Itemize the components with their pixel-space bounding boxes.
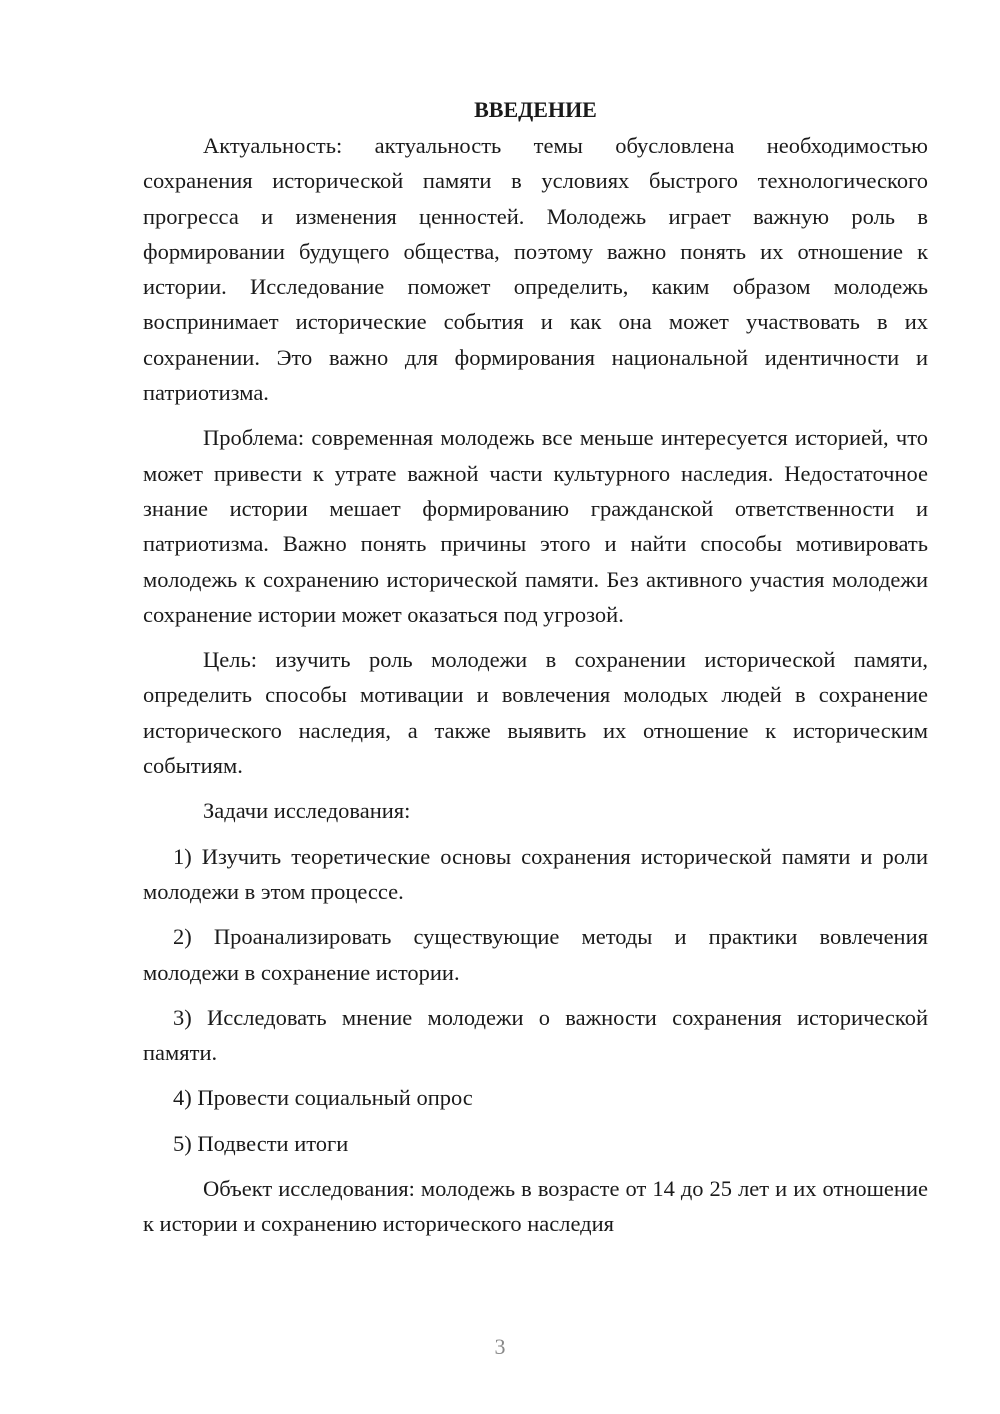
task-item-2: 2) Проанализировать существующие методы и практики вовлечения молодежи в сохранение истории. — [143, 924, 928, 985]
paragraph-relevance: Актуальность: актуальность темы обусловлена необходимостью сохранения исторической памяти в условиях быстрого технологического прогресса и изменения ценностей. Молодежь играет важную роль в формировании будущего общества, поэтому важно понять их отношение к истории. Исследование поможет определить, каким образом молодежь воспринимает исторические события и как она может участвовать в их сохранении. Это важно для формирования национальной идентичности и патриотизма. — [143, 133, 928, 406]
task-item-3: 3) Исследовать мнение молодежи о важности сохранения исторической памяти. — [143, 1004, 928, 1066]
page-number: 3 — [494, 1334, 506, 1359]
paragraph-goal: Цель: изучить роль молодежи в сохранении исторической памяти, определить способы мотивации и вовлечения молодых людей в сохранение исторического наследия, а также выявить их отношение к историческим событиям. — [143, 647, 928, 779]
task-item-4: 4) Провести социальный опрос — [173, 1085, 473, 1111]
document-body — [143, 94, 928, 1252]
paragraph-problem: Проблема: современная молодежь все меньше интересуется историей, что может привести к утрате важной части культурного наследия. Недостаточное знание истории мешает формированию гражданской ответственности и патриотизма. Важно понять причины этого и найти способы мотивировать молодежь к сохранению исторической памяти. Без активного участия молодежи сохранение истории может оказаться под угрозой. — [143, 425, 928, 627]
tasks-heading: Задачи исследования: — [203, 798, 411, 824]
page-title: ВВЕДЕНИЕ — [474, 97, 597, 122]
task-item-5: 5) Подвести итоги — [173, 1130, 349, 1156]
task-item-1: 1) Изучить теоретические основы сохранения исторической памяти и роли молодежи в этом процессе. — [143, 843, 928, 904]
paragraph-object: Объект исследования: молодежь в возрасте от 14 до 25 лет и их отношение к истории и сохранению исторического наследия — [143, 1176, 928, 1237]
